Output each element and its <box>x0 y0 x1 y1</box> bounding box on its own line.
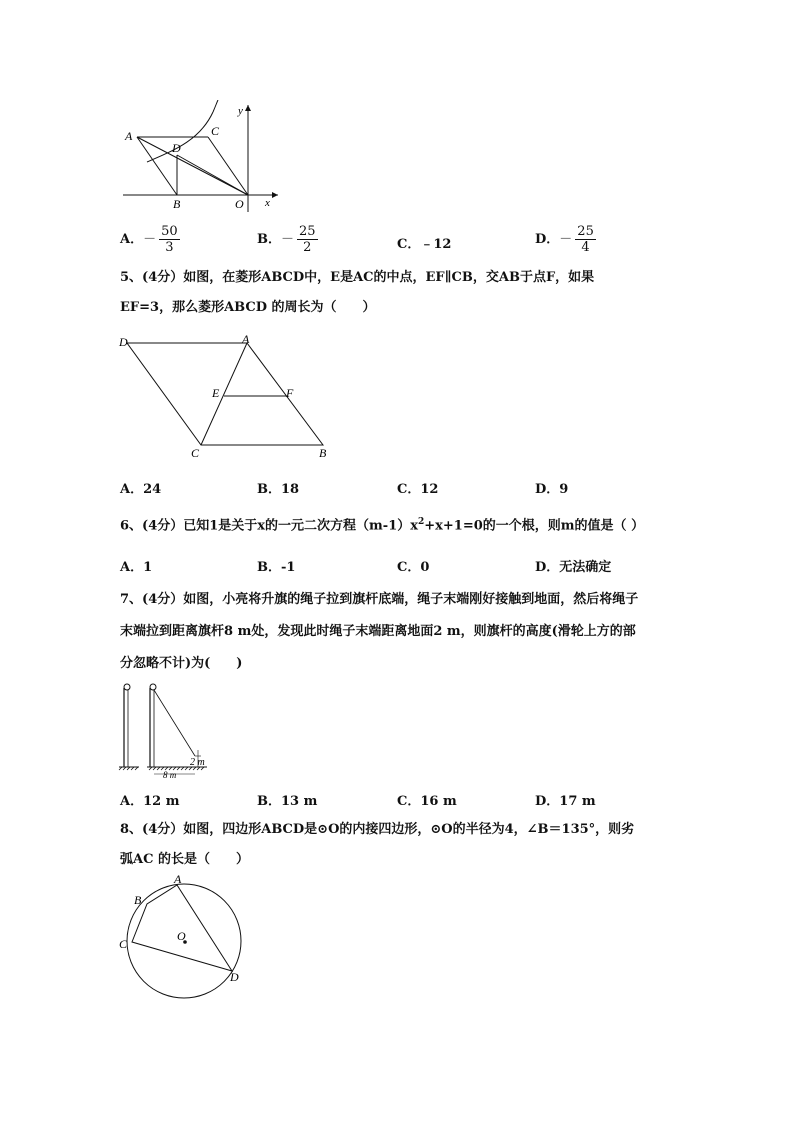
y-axis-arrow <box>245 105 251 111</box>
label-c: C <box>191 446 200 460</box>
q5-figure <box>115 333 335 463</box>
q4-figure <box>115 100 285 215</box>
label-height: 2 m <box>190 757 205 768</box>
label-b: B <box>319 446 327 460</box>
q4-option-c[interactable]: C．﹣12 <box>397 237 452 252</box>
fraction: $\frac{25}{2}$ <box>299 224 316 255</box>
fraction: $\frac{25}{4}$ <box>577 224 594 255</box>
rhombus-abcd <box>127 343 323 445</box>
q7-figure <box>115 680 215 780</box>
q6-option-c[interactable]: C．0 <box>397 560 430 575</box>
rope-pulled <box>154 690 195 756</box>
q5-option-c[interactable]: C．12 <box>397 482 439 497</box>
segment-co <box>208 137 248 195</box>
label-a: A <box>125 129 133 143</box>
label-a: A <box>174 872 182 886</box>
label-b: B <box>134 893 142 907</box>
label-b: B <box>173 197 181 211</box>
segment-do <box>177 155 248 195</box>
q7-text-line1: 7、(4分）如图，小亮将升旗的绳子拉到旗杆底端，绳子末端刚好接触到地面，然后将绳子 <box>120 592 639 607</box>
q7-option-c[interactable]: C．16 m <box>397 794 457 809</box>
q4-option-a[interactable]: A．－ $\frac{50}{3}$ <box>120 224 178 255</box>
q7-text-line3: 分忽略不计)为( ) <box>120 656 243 671</box>
q5-text-line2: EF=3，那么菱形ABCD 的周长为（ ） <box>120 300 376 315</box>
q8-text-line1: 8、(4分）如图，四边形ABCD是⊙O的内接四边形，⊙O的半径为4，∠B＝135°，则劣 <box>120 822 635 837</box>
q4-option-d[interactable]: D．－ $\frac{25}{4}$ <box>535 224 594 255</box>
label-c: C <box>211 124 220 138</box>
x-axis-arrow <box>272 192 278 198</box>
q7-option-a[interactable]: A．12 m <box>120 794 180 809</box>
label-a: A <box>242 333 250 346</box>
q5-option-a[interactable]: A．24 <box>120 482 162 497</box>
q7-option-b[interactable]: B．13 m <box>257 794 318 809</box>
q5-option-d[interactable]: D．9 <box>535 482 569 497</box>
q6-option-b[interactable]: B．-1 <box>257 560 296 575</box>
fraction: $\frac{50}{3}$ <box>161 224 178 255</box>
q5-text-line1: 5、(4分）如图，在菱形ABCD中，E是AC的中点，EF∥CB，交AB于点F，如果 <box>120 270 595 285</box>
label-d: D <box>230 970 239 984</box>
q6-text: 6、(4分）已知1是关于x的一元二次方程$(m-1)x^2+x+1=0$的一个根，则m的值是（ ） <box>120 517 645 534</box>
label-y: y <box>238 105 243 117</box>
segment-ab <box>137 137 177 195</box>
label-c: C <box>119 937 128 951</box>
q8-text-line2: 弧AC 的长是（ ） <box>120 852 249 867</box>
label-o: O <box>235 197 244 211</box>
label-f: F <box>286 386 294 400</box>
label-d: D <box>119 335 128 349</box>
pulley-icon <box>124 684 130 690</box>
label-e: E <box>212 386 220 400</box>
diagonal-ac <box>201 343 247 445</box>
q4-option-b[interactable]: B．－ $\frac{25}{2}$ <box>257 224 316 255</box>
label-d: D <box>172 141 181 155</box>
hyperbola-curve-top <box>213 100 218 112</box>
q5-option-b[interactable]: B．18 <box>257 482 300 497</box>
q8-figure <box>113 870 253 1005</box>
pulley-icon <box>150 684 156 690</box>
label-x: x <box>265 197 270 209</box>
q6-option-a[interactable]: A．1 <box>120 560 153 575</box>
q6-option-d[interactable]: D．无法确定 <box>535 560 612 575</box>
q7-text-line2: 末端拉到距离旗杆8 m处，发现此时绳子末端距离地面2 m，则旗杆的高度(滑轮上方的部 <box>120 624 636 639</box>
segment-ao <box>137 137 248 195</box>
label-o: O <box>177 929 186 943</box>
q7-option-d[interactable]: D．17 m <box>535 794 596 809</box>
label-distance: 8 m <box>163 770 177 780</box>
